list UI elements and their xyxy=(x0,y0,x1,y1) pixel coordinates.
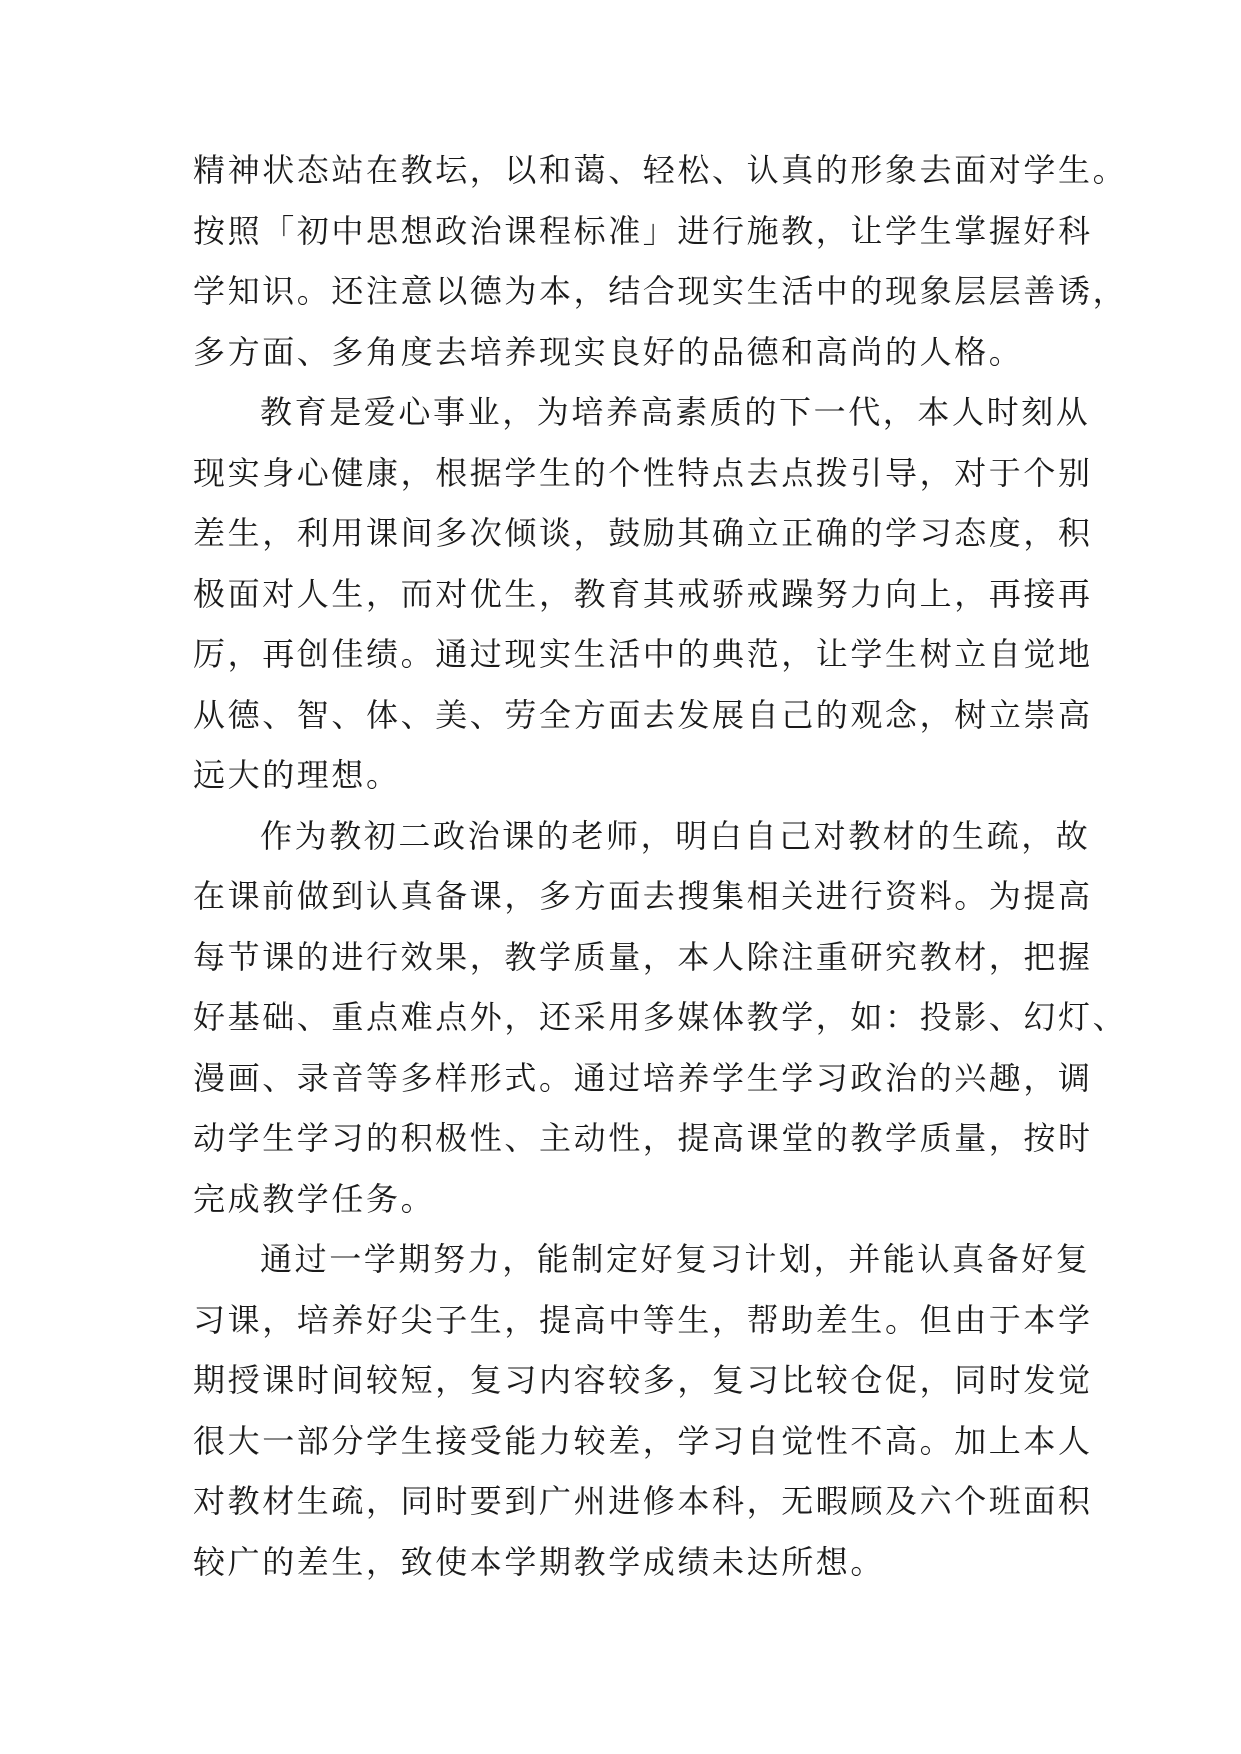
paragraph-first-line: 作为教初二政治课的老师，明白自己对教材的生疏，故 xyxy=(260,816,1091,855)
text-line: 厉，再创佳绩。通过现实生活中的典范，让学生树立自觉地 xyxy=(193,635,1093,673)
document-body xyxy=(193,140,1128,1592)
text-line: 较广的差生，致使本学期教学成绩未达所想。 xyxy=(193,1542,886,1581)
text-line: 远大的理想。 xyxy=(193,756,401,794)
text-line: 很大一部分学生接受能力较差，学习自觉性不高。加上本人 xyxy=(193,1421,1093,1460)
text-line: 动学生学习的积极性、主动性，提高课堂的教学质量，按时 xyxy=(193,1119,1093,1157)
text-line: 差生，利用课间多次倾谈，鼓励其确立正确的学习态度，积 xyxy=(193,514,1093,552)
paragraph-first-line: 教育是爱心事业，为培养高素质的下一代，本人时刻从 xyxy=(260,393,1091,431)
text-line: 漫画、录音等多样形式。通过培养学生学习政治的兴趣，调 xyxy=(193,1058,1093,1097)
text-line: 按照「初中思想政治课程标准」进行施教，让学生掌握好科 xyxy=(193,211,1093,250)
text-line: 期授课时间较短，复习内容较多，复习比较仓促，同时发觉 xyxy=(193,1361,1093,1399)
text-line: 对教材生疏，同时要到广州进修本科，无暇顾及六个班面积 xyxy=(193,1482,1093,1520)
text-line: 极面对人生，而对优生，教育其戒骄戒躁努力向上，再接再 xyxy=(193,574,1093,613)
text-line: 从德、智、体、美、劳全方面去发展自己的观念，树立崇高 xyxy=(193,695,1093,734)
text-line: 在课前做到认真备课，多方面去搜集相关进行资料。为提高 xyxy=(193,877,1093,915)
text-line: 每节课的进行效果，教学质量，本人除注重研究教材，把握 xyxy=(193,937,1093,976)
text-line: 习课，培养好尖子生，提高中等生，帮助差生。但由于本学 xyxy=(193,1300,1093,1339)
paragraph-first-line: 通过一学期努力，能制定好复习计划，并能认真备好复 xyxy=(260,1240,1091,1278)
text-line: 现实身心健康，根据学生的个性特点去点拨引导，对于个别 xyxy=(193,453,1093,492)
text-line: 精神状态站在教坛，以和蔼、轻松、认真的形象去面对学生。 xyxy=(193,151,1128,189)
text-line: 完成教学任务。 xyxy=(193,1179,436,1218)
text-line: 多方面、多角度去培养现实良好的品德和高尚的人格。 xyxy=(193,332,1024,371)
text-line: 学知识。还注意以德为本，结合现实生活中的现象层层善诱， xyxy=(193,272,1128,310)
text-line: 好基础、重点难点外，还采用多媒体教学，如：投影、幻灯、 xyxy=(193,998,1128,1036)
